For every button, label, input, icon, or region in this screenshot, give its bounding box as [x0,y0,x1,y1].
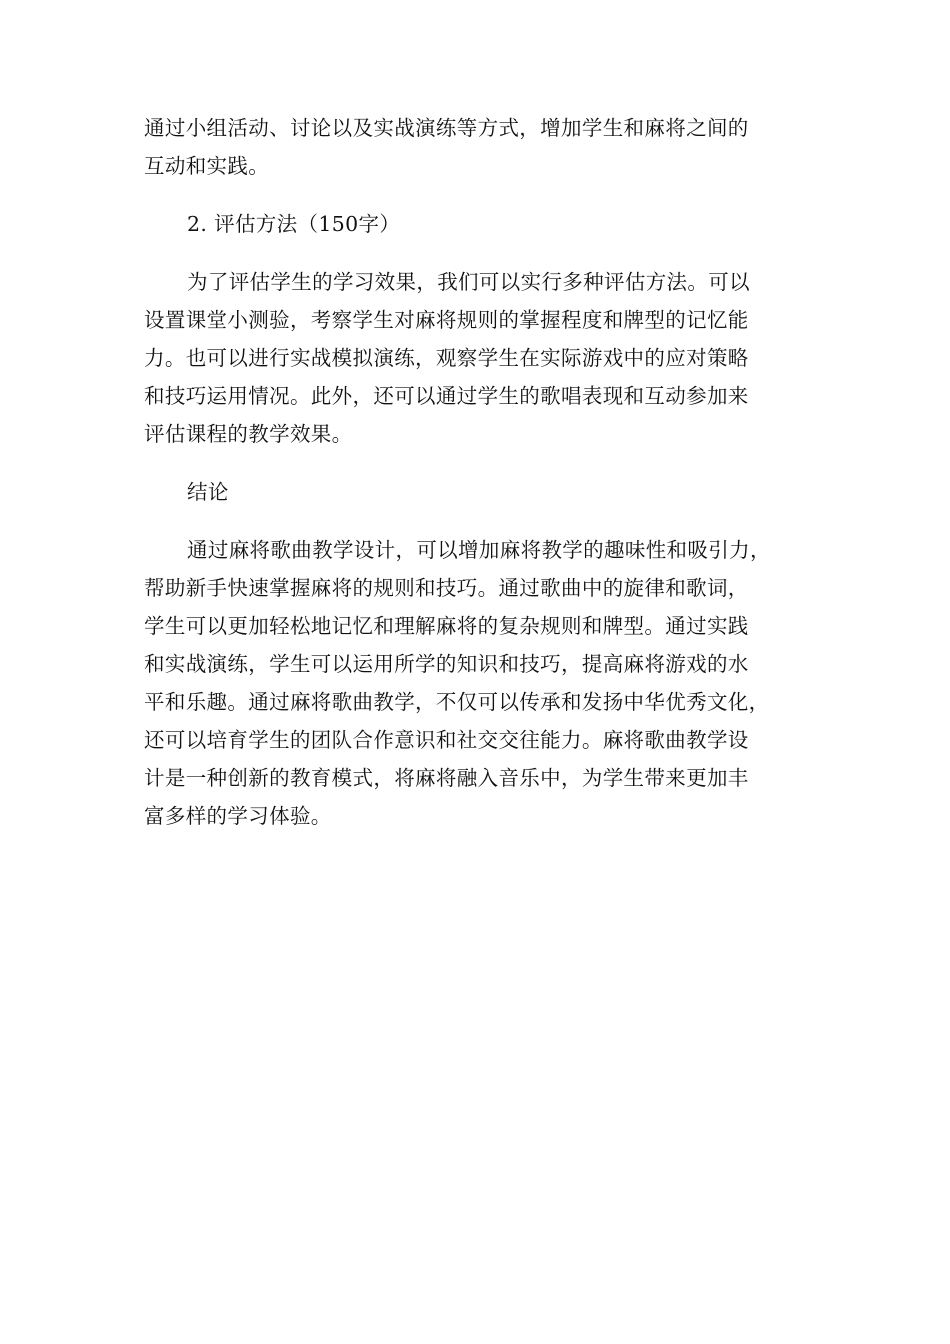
text-line: 通过麻将歌曲教学设计，可以增加麻将教学的趣味性和吸引力， [187,538,771,562]
text-line: 为了评估学生的学习效果，我们可以实行多种评估方法。可以 [187,270,750,294]
text-line: 和技巧运用情况。此外，还可以通过学生的歌唱表现和互动参加来 [144,384,749,408]
section-heading-conclusion: 结论 [187,480,229,504]
text-line: 平和乐趣。通过麻将歌曲教学，不仅可以传承和发扬中华优秀文化， [144,690,770,714]
text-line: 学生可以更加轻松地记忆和理解麻将的复杂规则和牌型。通过实践 [144,614,749,638]
text-line: 互动和实践。 [144,154,270,178]
paragraph-conclusion [144,531,804,835]
text-line: 还可以培育学生的团队合作意识和社交交往能力。麻将歌曲教学设 [144,728,749,752]
text-line: 力。也可以进行实战模拟演练，观察学生在实际游戏中的应对策略 [144,346,749,370]
paragraph-evaluation [144,263,804,453]
section-heading-evaluation: 2. 评估方法（150字） [187,212,401,236]
text-line: 和实战演练，学生可以运用所学的知识和技巧，提高麻将游戏的水 [144,652,749,676]
text-line: 帮助新手快速掌握麻将的规则和技巧。通过歌曲中的旋律和歌词， [144,576,749,600]
document-body [144,109,804,835]
text-line: 设置课堂小测验，考察学生对麻将规则的掌握程度和牌型的记忆能 [144,308,749,332]
paragraph-continued [144,109,804,185]
text-line: 通过小组活动、讨论以及实战演练等方式，增加学生和麻将之间的 [144,116,749,140]
text-line: 评估课程的教学效果。 [144,422,353,446]
text-line: 富多样的学习体验。 [144,804,332,828]
text-line: 计是一种创新的教育模式，将麻将融入音乐中，为学生带来更加丰 [144,766,749,790]
